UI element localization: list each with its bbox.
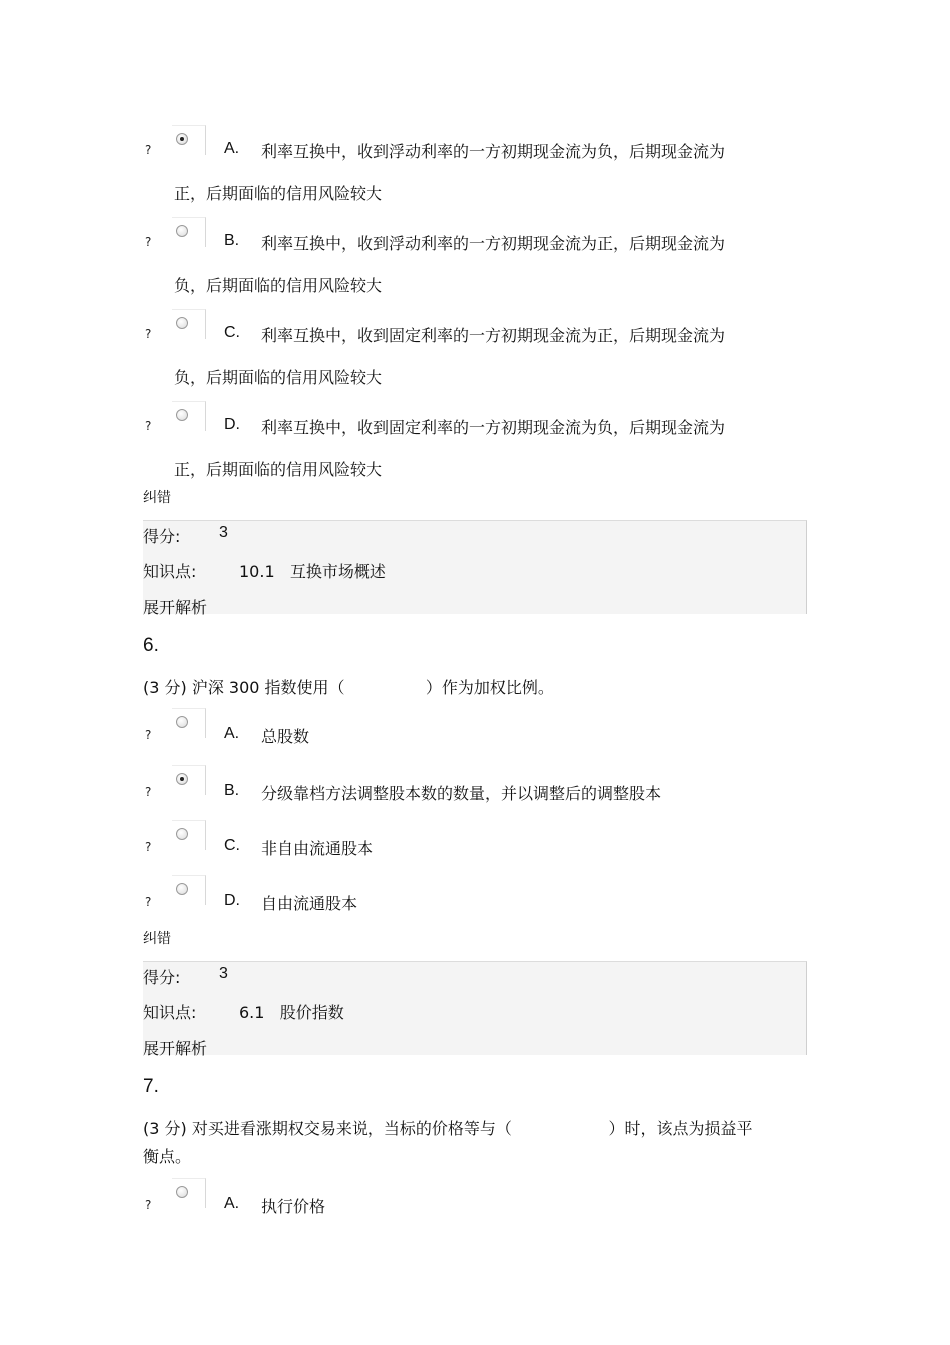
broken-image-marker: ? <box>145 419 152 433</box>
q6-score-label: 得分: <box>143 968 181 987</box>
q6-correction-link[interactable]: 纠错 <box>143 931 171 947</box>
q6-option-c-text: 非自由流通股本 <box>261 839 374 858</box>
q5-correction-link[interactable]: 纠错 <box>143 490 171 506</box>
q7-number: 7. <box>143 1076 159 1097</box>
q5-option-d-text: 利率互换中，收到固定利率的一方初期现金流为负，后期现金流为 <box>261 418 726 437</box>
q5-option-b-radio[interactable] <box>176 225 188 237</box>
q7-option-a-text: 执行价格 <box>261 1197 326 1216</box>
q5-option-c-text: 利率互换中，收到固定利率的一方初期现金流为正，后期现金流为 <box>261 326 726 345</box>
q6-knowledge-value: 6.1 股价指数 <box>239 1003 344 1022</box>
q5-option-a-radio[interactable] <box>176 133 188 145</box>
q5-option-d-radio[interactable] <box>176 409 188 421</box>
q6-stem: (3 分) 沪深 300 指数使用（ ）作为加权比例。 <box>143 678 554 697</box>
q5-option-a-text-cont: 正，后期面临的信用风险较大 <box>174 184 383 203</box>
q7-stem-line1: (3 分) 对买进看涨期权交易来说，当标的价格等与（ ）时，该点为损益平 <box>143 1119 753 1138</box>
q5-option-b-text-cont: 负，后期面临的信用风险较大 <box>174 276 383 295</box>
q6-option-a-radio[interactable] <box>176 716 188 728</box>
q5-option-c-letter: C. <box>224 324 240 341</box>
q6-option-a-letter: A. <box>224 725 240 742</box>
broken-image-marker: ? <box>145 728 152 742</box>
broken-image-marker: ? <box>145 143 152 157</box>
q6-number: 6. <box>143 635 159 656</box>
broken-image-marker: ? <box>145 235 152 249</box>
q6-option-c-letter: C. <box>224 837 240 854</box>
q6-option-d-radio[interactable] <box>176 883 188 895</box>
q5-knowledge-label: 知识点: <box>143 562 197 581</box>
q7-stem-line2: 衡点。 <box>143 1147 192 1166</box>
q5-option-a-text: 利率互换中，收到浮动利率的一方初期现金流为负，后期现金流为 <box>261 142 726 161</box>
broken-image-marker: ? <box>145 327 152 341</box>
q6-result-panel <box>143 961 807 1058</box>
broken-image-marker: ? <box>145 785 152 799</box>
q6-score-value: 3 <box>219 965 228 982</box>
q5-result-panel <box>143 520 807 617</box>
q6-option-d-letter: D. <box>224 892 240 909</box>
q6-option-b-letter: B. <box>224 782 240 799</box>
q6-option-a-text: 总股数 <box>261 727 310 746</box>
q5-option-c-radio[interactable] <box>176 317 188 329</box>
broken-image-marker: ? <box>145 1198 152 1212</box>
q5-knowledge-value: 10.1 互换市场概述 <box>239 562 386 581</box>
q6-option-c-radio[interactable] <box>176 828 188 840</box>
q5-option-d-letter: D. <box>224 416 240 433</box>
q5-score-value: 3 <box>219 524 228 541</box>
q6-option-d-text: 自由流通股本 <box>261 894 358 913</box>
q6-option-b-radio[interactable] <box>176 773 188 785</box>
q5-expand-analysis[interactable]: 展开解析 <box>143 598 208 617</box>
broken-image-marker: ? <box>145 840 152 854</box>
broken-image-marker: ? <box>145 895 152 909</box>
q7-option-a-radio[interactable] <box>176 1186 188 1198</box>
q6-expand-analysis[interactable]: 展开解析 <box>143 1039 208 1058</box>
q5-option-d-text-cont: 正，后期面临的信用风险较大 <box>174 460 383 479</box>
q5-option-a-letter: A. <box>224 140 240 157</box>
q6-knowledge-label: 知识点: <box>143 1003 197 1022</box>
q7-option-a-letter: A. <box>224 1195 240 1212</box>
q6-option-b-text: 分级靠档方法调整股本数的数量，并以调整后的调整股本 <box>261 784 662 803</box>
q5-option-c-text-cont: 负，后期面临的信用风险较大 <box>174 368 383 387</box>
q5-score-label: 得分: <box>143 527 181 546</box>
q5-option-b-text: 利率互换中，收到浮动利率的一方初期现金流为正，后期现金流为 <box>261 234 726 253</box>
q5-option-b-letter: B. <box>224 232 240 249</box>
